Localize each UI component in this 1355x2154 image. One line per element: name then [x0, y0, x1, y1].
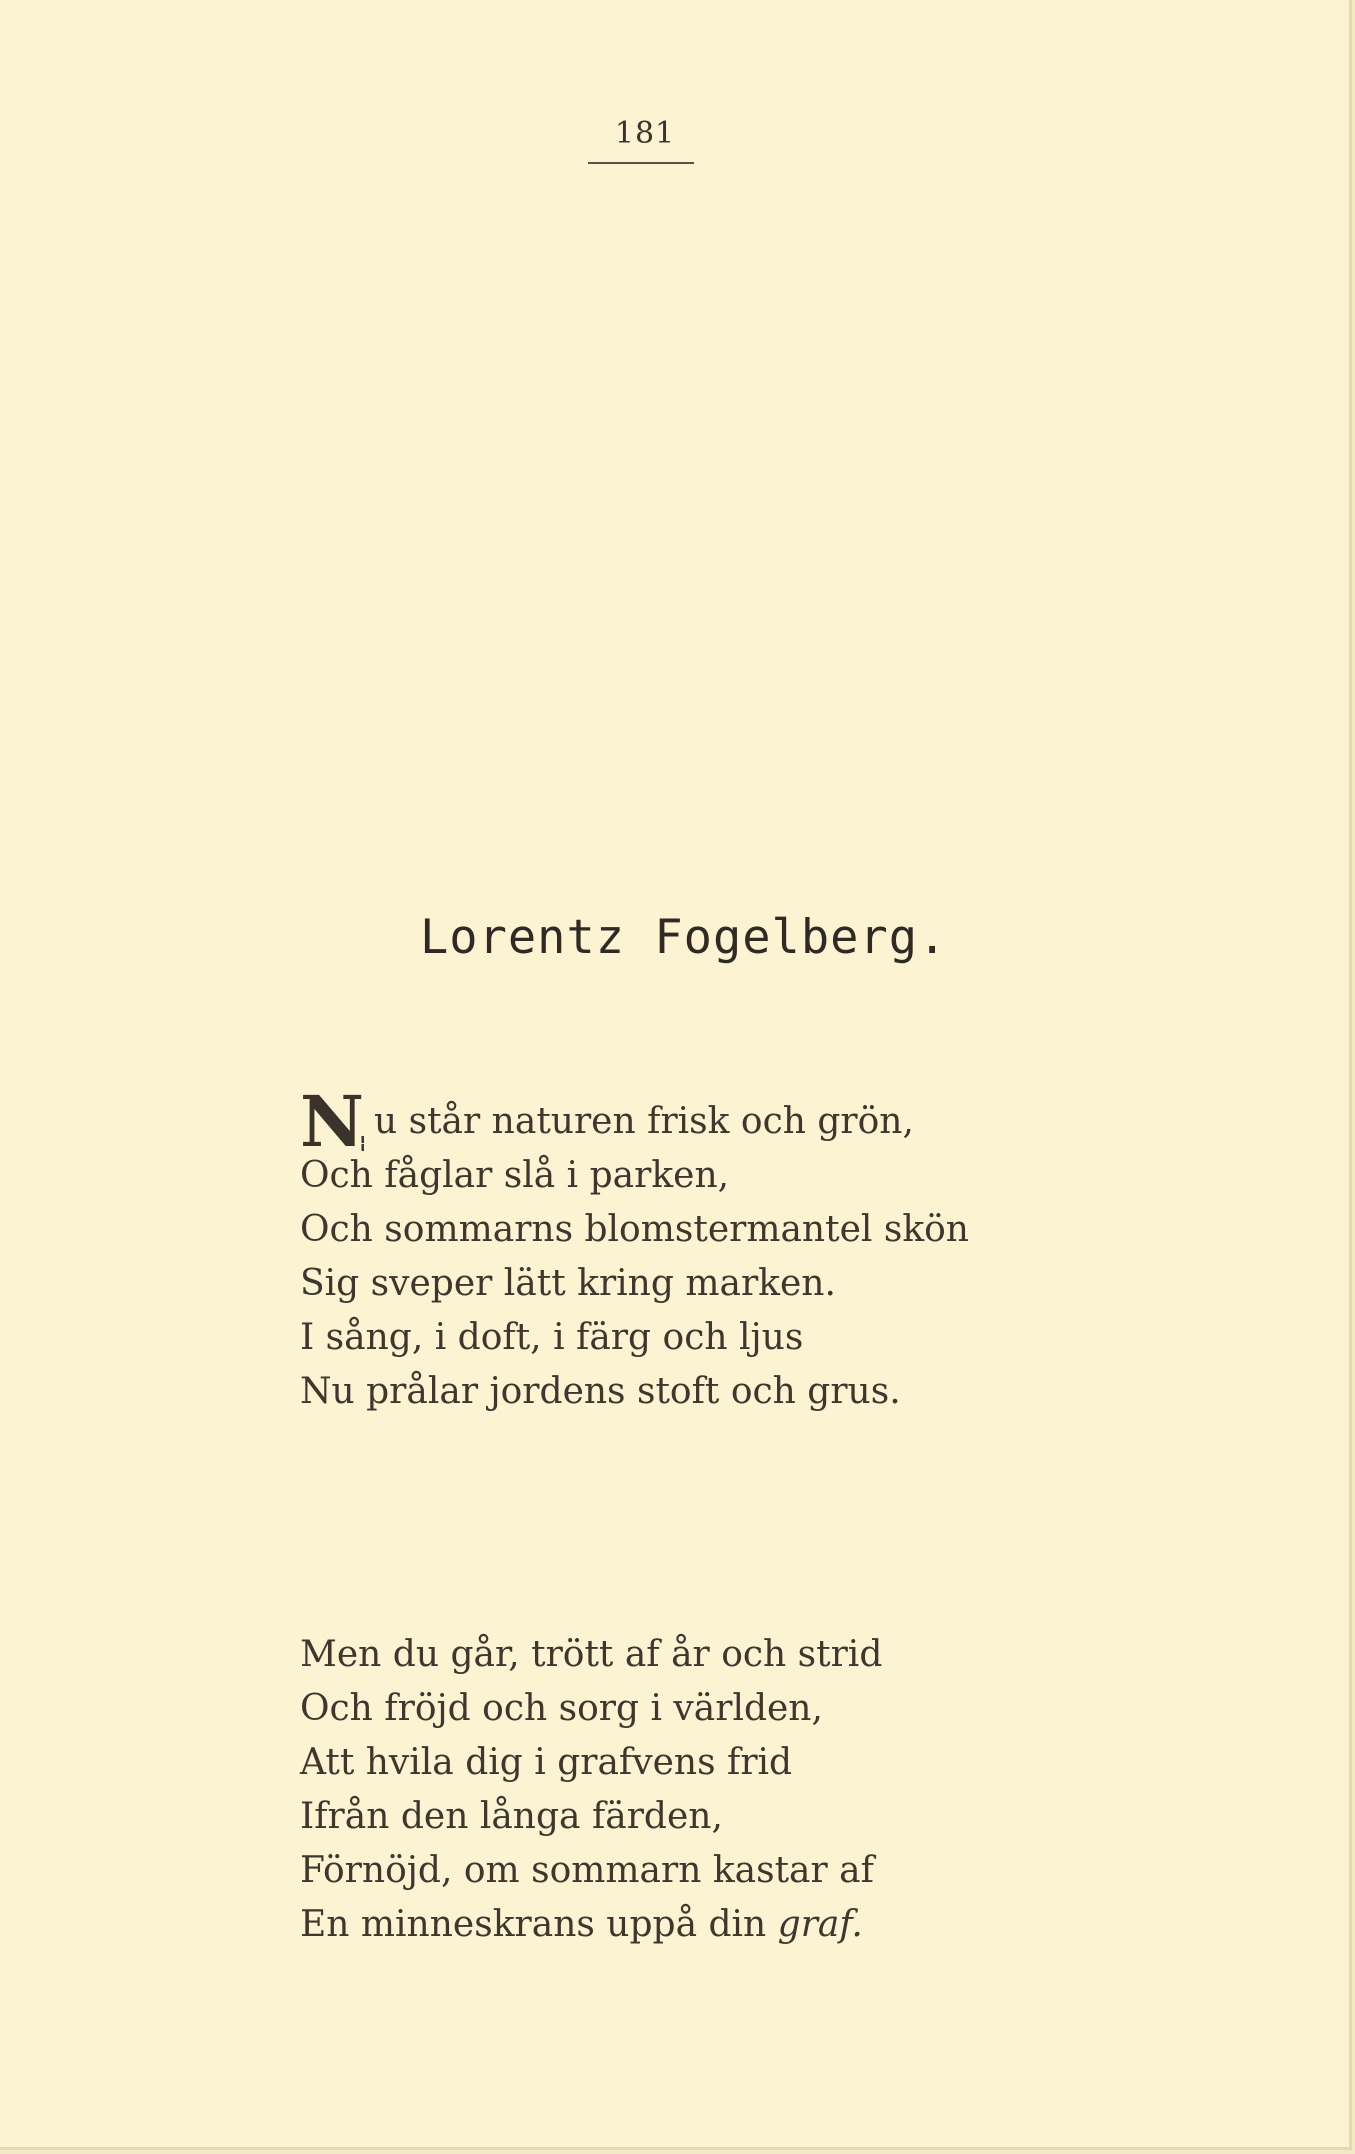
- stanza-1-line-1: [300, 1080, 969, 1163]
- stanza-2-line-4: Ifrån den långa färden,: [300, 1796, 723, 1837]
- italic-word: graf.: [777, 1904, 863, 1945]
- stanza-2-line-2: Och fröjd och sorg i världen,: [300, 1688, 823, 1729]
- ornamental-initial: N: [300, 1080, 364, 1163]
- page-number-rule: [588, 162, 694, 164]
- stanza-1-line-2: Och fåglar slå i parken,: [300, 1155, 730, 1196]
- stanza-2-line-5: Förnöjd, om sommarn kastar af: [300, 1850, 874, 1891]
- stanza-1-line-3: Och sommarns blomstermantel skön: [300, 1209, 969, 1250]
- stanza-2: [300, 1628, 882, 1952]
- stanza-1-line-6: Nu prålar jordens stoft och grus.: [300, 1371, 901, 1412]
- line-text: u står naturen frisk och grön,: [373, 1101, 914, 1142]
- line-text: En minneskrans uppå din: [300, 1904, 778, 1945]
- stanza-1: [300, 1080, 969, 1419]
- stanza-1-line-5: I sång, i doft, i färg och ljus: [300, 1317, 804, 1358]
- stanza-1-line-4: Sig sveper lätt kring marken.: [300, 1263, 836, 1304]
- stanza-2-line-6: [300, 1898, 882, 1952]
- page-number: 181: [614, 116, 676, 151]
- stanza-2-line-3: Att hvila dig i grafvens frid: [300, 1742, 793, 1783]
- author-heading: Lorentz Fogelberg.: [420, 910, 948, 965]
- stanza-2-line-1: Men du går, trött af år och strid: [300, 1634, 883, 1675]
